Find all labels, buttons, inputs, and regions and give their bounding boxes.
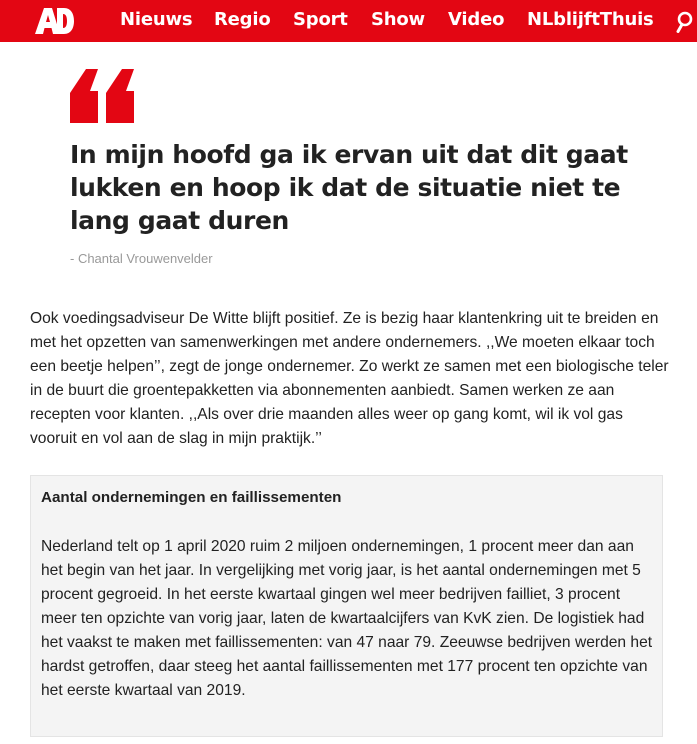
nav-item-nlblijftthuis[interactable]: NLblijftThuis <box>527 9 654 30</box>
info-box-text: Nederland telt op 1 april 2020 ruim 2 miljoen ondernemingen, 1 procent meer dan aan het begin van het jaar. In vergelijking met vorig jaar, is het aantal ondernemingen met 5 procent gegroeid. In het eerste kwartaal gingen wel meer bedrijven failliet, 3 procent meer ten opzichte van vorig jaar, laten de kwartaalcijfers van KvK zien. De logistiek had het vaakst te maken met faillissementen: van 47 naar 79. Zeeuwse bedrijven werden het hardst getroffen, daar steeg het aantal faillissementen met 177 procent ten opzichte van het eerste kwartaal van 2019. <box>41 538 653 699</box>
quote-mark-icon <box>70 69 134 123</box>
quote-author: - Chantal Vrouwenvelder <box>70 251 213 266</box>
info-box-title: Aantal ondernemingen en faillissementen <box>41 489 342 506</box>
nav-item-nieuws[interactable]: Nieuws <box>120 9 193 30</box>
nav-item-sport[interactable]: Sport <box>293 9 348 30</box>
pull-quote: In mijn hoofd ga ik ervan uit dat dit gaat lukken en hoop ik dat de situatie niet te lang gaat duren <box>70 140 628 235</box>
nav-item-regio[interactable]: Regio <box>214 9 271 30</box>
ad-logo[interactable] <box>34 6 74 36</box>
nav-item-show[interactable]: Show <box>371 9 425 30</box>
search-icon[interactable] <box>675 11 695 33</box>
top-navigation-bar <box>0 0 697 42</box>
nav-item-video[interactable]: Video <box>448 9 505 30</box>
article-paragraph: Ook voedingsadviseur De Witte blijft positief. Ze is bezig haar klantenkring uit te breiden en met het opzetten van samenwerkingen met andere ondernemers. ,,We moeten elkaar toch een beetje helpen’’, zegt de jonge ondernemer. Zo werkt ze samen met een biologische teler in de buurt die groentepakketten via abonnementen aanbiedt. Samen werken ze aan recepten voor klanten. ,,Als over drie maanden alles weer op gang komt, wil ik vol gas vooruit en vol aan de slag in mijn praktijk.’’ <box>30 310 669 447</box>
info-box <box>30 475 663 737</box>
